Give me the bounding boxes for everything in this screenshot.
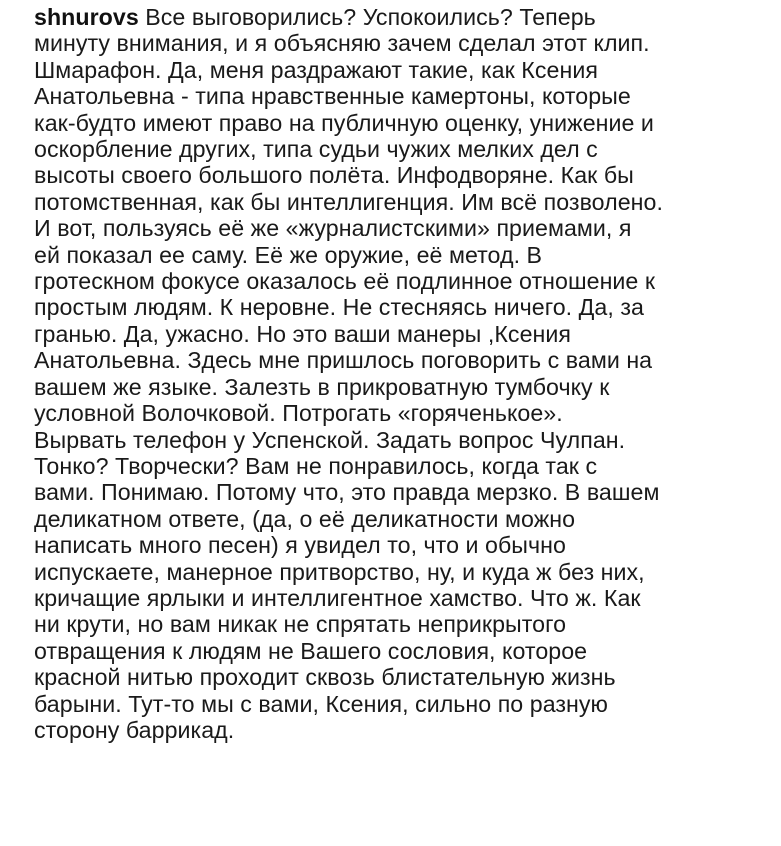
caption-line: деликатном ответе, (да, о её деликатности можно [34,505,576,532]
caption-line: простым людям. К неровне. Не стесняясь ничего. Да, за [34,294,644,321]
caption-line: Анатольевна - типа нравственные камертоны, которые [34,83,631,110]
caption-text: Все выговорились? Успокоились? Теперь [138,4,596,30]
caption-line: ей показал ее саму. Её же оружие, её метод. В [34,241,543,268]
caption-line: Тонко? Творчески? Вам не понравилось, когда так с [34,452,598,479]
caption-line: написать много песен) я увидел то, что и обычно [34,532,566,559]
caption-line: И вот, пользуясь её же «журналистскими» приемами, я [34,215,632,242]
caption-line: Шмарафон. Да, меня раздражают такие, как Ксения [34,56,598,83]
caption-line: испускаете, манерное притворство, ну, и куда ж без них, [34,558,645,585]
caption-line: Вырвать телефон у Успенской. Задать вопрос Чулпан. [34,426,626,453]
username-link[interactable]: shnurovs [34,4,139,30]
caption-line: Анатольевна. Здесь мне пришлось поговорить с вами на [34,347,653,374]
caption-line: сторону баррикад. [34,716,235,743]
caption-line: высоты своего большого полёта. Инфодворяне. Как бы [34,162,634,189]
caption-line: минуту внимания, и я объясняю зачем сделал этот клип. [34,30,650,57]
caption-line: ни крути, но вам никак не спрятать неприкрытого [34,611,567,638]
caption-line: вами. Понимаю. Потому что, это правда мерзко. В вашем [34,479,660,506]
caption-line: потомственная, как бы интеллигенция. Им всё позволено. [34,188,663,215]
caption-line: отвращения к людям не Вашего сословия, которое [34,637,588,664]
caption-line: барыни. Тут-то мы с вами, Ксения, сильно по разную [34,690,608,717]
caption-line: кричащие ярлыки и интеллигентное хамство. Что ж. Как [34,584,641,611]
caption-line: красной нитью проходит сквозь блистательную жизнь [34,664,616,691]
caption-line: вашем же языке. Залезть в прикроватную тумбочку к [34,373,610,400]
caption-line: оскорбление других, типа судьи чужих мелких дел с [34,136,598,163]
post-caption [34,4,779,743]
caption-line: условной Волочковой. Потрогать «горяченькое». [34,400,563,427]
caption-line: гротескном фокусе оказалось её подлинное отношение к [34,268,656,295]
caption-line: гранью. Да, ужасно. Но это ваши манеры ,Ксения [34,320,571,347]
caption-line [34,4,779,30]
caption-line: как-будто имеют право на публичную оценку, унижение и [34,109,654,136]
